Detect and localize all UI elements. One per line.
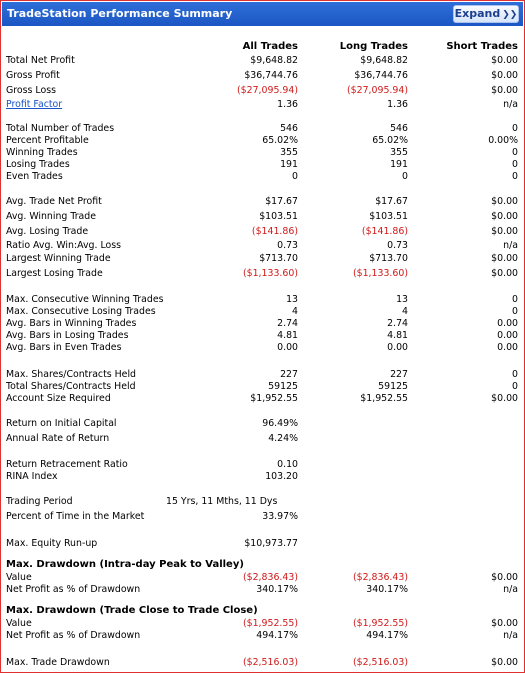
long-trades-value: 65.02% [372,135,408,146]
all-trades-value: 4.24% [268,433,298,444]
row-label: Annual Rate of Return [6,433,110,444]
all-trades-value: ($2,516.03) [242,657,298,668]
table-row [1,511,524,524]
col-header-long: Long Trades [339,41,408,52]
short-trades-value: $0.00 [491,55,518,66]
row-label: Winning Trades [6,147,78,158]
expand-label: Expand [454,7,501,20]
long-trades-value: 1.36 [387,99,408,110]
short-trades-value: 0.00 [497,318,518,329]
row-label: Max. Drawdown (Intra-day Peak to Valley) [6,559,244,570]
short-trades-value: 0.00 [497,342,518,353]
short-trades-value: $0.00 [491,253,518,264]
short-trades-value: $0.00 [491,657,518,668]
row-label: Total Shares/Contracts Held [6,381,136,392]
all-trades-value: $36,744.76 [244,70,298,81]
all-trades-value: ($27,095.94) [237,85,298,96]
long-trades-value: 355 [390,147,408,158]
row-label: Max. Consecutive Winning Trades [6,294,164,305]
short-trades-value: $0.00 [491,393,518,404]
all-trades-value: 96.49% [262,418,298,429]
long-trades-value: 13 [396,294,408,305]
short-trades-value: $0.00 [491,572,518,583]
short-trades-value: n/a [503,99,518,110]
all-trades-value: 33.97% [262,511,298,522]
long-trades-value: 4.81 [387,330,408,341]
short-trades-value: 0 [512,306,518,317]
all-trades-value: 103.20 [265,471,298,482]
short-trades-value: $0.00 [491,85,518,96]
all-trades-value: ($1,952.55) [242,618,298,629]
chevron-double-down-icon: ❯❯ [502,10,518,20]
all-trades-value: 546 [280,123,298,134]
row-label: Max. Shares/Contracts Held [6,369,137,380]
all-trades-value: ($2,836.43) [242,572,298,583]
short-trades-value: 0 [512,171,518,182]
row-label: Even Trades [6,171,63,182]
all-trades-value: 355 [280,147,298,158]
all-trades-value: $17.67 [265,196,298,207]
long-trades-value: 0.00 [387,342,408,353]
long-trades-value: 4 [402,306,408,317]
table-row [1,253,524,266]
row-label: Max. Consecutive Losing Trades [6,306,156,317]
long-trades-value: 0 [402,171,408,182]
long-trades-value: 546 [390,123,408,134]
all-trades-value: 2.74 [277,318,298,329]
table-row [1,85,524,98]
long-trades-value: $1,952.55 [360,393,408,404]
short-trades-value: 0 [512,159,518,170]
short-trades-value: 0.00% [488,135,518,146]
long-trades-value: $9,648.82 [360,55,408,66]
table-row [1,196,524,209]
all-trades-value: 0 [292,171,298,182]
row-label: Return Retracement Ratio [6,459,128,470]
short-trades-value: $0.00 [491,70,518,81]
long-trades-value: ($2,516.03) [352,657,408,668]
long-trades-value: 494.17% [366,630,408,641]
table-row [1,471,524,484]
short-trades-value: 0 [512,147,518,158]
table-row [1,433,524,446]
long-trades-value: ($1,133.60) [352,268,408,279]
all-trades-value: 15 Yrs, 11 Mths, 11 Dys [166,496,278,507]
row-label: RINA Index [6,471,58,482]
row-label: Max. Drawdown (Trade Close to Trade Close) [6,605,258,616]
all-trades-value: 1.36 [277,99,298,110]
table-row [1,630,524,643]
long-trades-value: 227 [390,369,408,380]
short-trades-value: n/a [503,240,518,251]
row-label: Net Profit as % of Drawdown [6,584,141,595]
all-trades-value: 59125 [268,381,298,392]
all-trades-value: 191 [280,159,298,170]
row-label: Avg. Bars in Winning Trades [6,318,137,329]
all-trades-value: $103.51 [259,211,298,222]
long-trades-value: ($27,095.94) [347,85,408,96]
table-row [1,496,524,509]
table-row [1,657,524,670]
long-trades-value: 340.17% [366,584,408,595]
row-label: Total Number of Trades [6,123,115,134]
table-row [1,171,524,184]
row-label: Avg. Bars in Losing Trades [6,330,129,341]
short-trades-value: 0.00 [497,330,518,341]
table-row [1,240,524,253]
row-label: Value [6,572,32,583]
row-label: Largest Winning Trade [6,253,111,264]
all-trades-value: $1,952.55 [250,393,298,404]
short-trades-value: $0.00 [491,618,518,629]
table-row [1,393,524,406]
row-label: Net Profit as % of Drawdown [6,630,141,641]
table-row [1,99,524,112]
row-label: Largest Losing Trade [6,268,103,279]
long-trades-value: 59125 [378,381,408,392]
title-bar [2,2,523,26]
all-trades-value: 227 [280,369,298,380]
row-label: Avg. Bars in Even Trades [6,342,122,353]
section-header [1,559,524,572]
short-trades-value: $0.00 [491,268,518,279]
all-trades-value: 4 [292,306,298,317]
row-label: Max. Equity Run-up [6,538,98,549]
row-label: Max. Trade Drawdown [6,657,110,668]
row-label: Avg. Winning Trade [6,211,97,222]
short-trades-value: 0 [512,381,518,392]
row-label: Losing Trades [6,159,70,170]
table-row [1,211,524,224]
table-row [1,342,524,355]
long-trades-value: ($141.86) [361,226,408,237]
row-label: Gross Loss [6,85,56,96]
table-row [1,538,524,551]
short-trades-value: n/a [503,584,518,595]
all-trades-value: 0.73 [277,240,298,251]
row-label: Percent of Time in the Market [6,511,145,522]
long-trades-value: 0.73 [387,240,408,251]
long-trades-value: $103.51 [369,211,408,222]
profit-factor-link[interactable]: Profit Factor [6,99,63,110]
short-trades-value: 0 [512,369,518,380]
all-trades-value: 0.00 [277,342,298,353]
row-label: Total Net Profit [6,55,75,66]
section-header [1,605,524,618]
long-trades-value: 2.74 [387,318,408,329]
table-row [1,55,524,68]
table-row [1,70,524,83]
row-label: Percent Profitable [6,135,89,146]
long-trades-value: $17.67 [375,196,408,207]
all-trades-value: $713.70 [259,253,298,264]
all-trades-value: ($1,133.60) [242,268,298,279]
long-trades-value: ($2,836.43) [352,572,408,583]
table-row [1,584,524,597]
all-trades-value: $10,973.77 [244,538,298,549]
expand-button[interactable] [453,5,519,23]
all-trades-value: 13 [286,294,298,305]
long-trades-value: ($1,952.55) [352,618,408,629]
row-label: Avg. Losing Trade [6,226,89,237]
all-trades-value: 340.17% [256,584,298,595]
table-row [1,418,524,431]
short-trades-value: $0.00 [491,211,518,222]
long-trades-value: $713.70 [369,253,408,264]
all-trades-value: 494.17% [256,630,298,641]
all-trades-value: 0.10 [277,459,298,470]
all-trades-value: ($141.86) [251,226,298,237]
table-row [1,226,524,239]
table-row [1,268,524,281]
column-header-row [1,41,524,54]
row-label: Return on Initial Capital [6,418,117,429]
col-header-all: All Trades [242,41,298,52]
row-label: Gross Profit [6,70,60,81]
row-label: Account Size Required [6,393,111,404]
row-label: Trading Period [6,496,73,507]
row-label: Value [6,618,32,629]
all-trades-value: 65.02% [262,135,298,146]
short-trades-value: 0 [512,294,518,305]
row-label: Avg. Trade Net Profit [6,196,102,207]
long-trades-value: $36,744.76 [354,70,408,81]
row-label: Ratio Avg. Win:Avg. Loss [6,240,122,251]
col-header-short: Short Trades [446,41,518,52]
short-trades-value: $0.00 [491,196,518,207]
all-trades-value: 4.81 [277,330,298,341]
all-trades-value: $9,648.82 [250,55,298,66]
short-trades-value: n/a [503,630,518,641]
short-trades-value: $0.00 [491,226,518,237]
short-trades-value: 0 [512,123,518,134]
window-title: TradeStation Performance Summary [7,7,233,20]
long-trades-value: 191 [390,159,408,170]
